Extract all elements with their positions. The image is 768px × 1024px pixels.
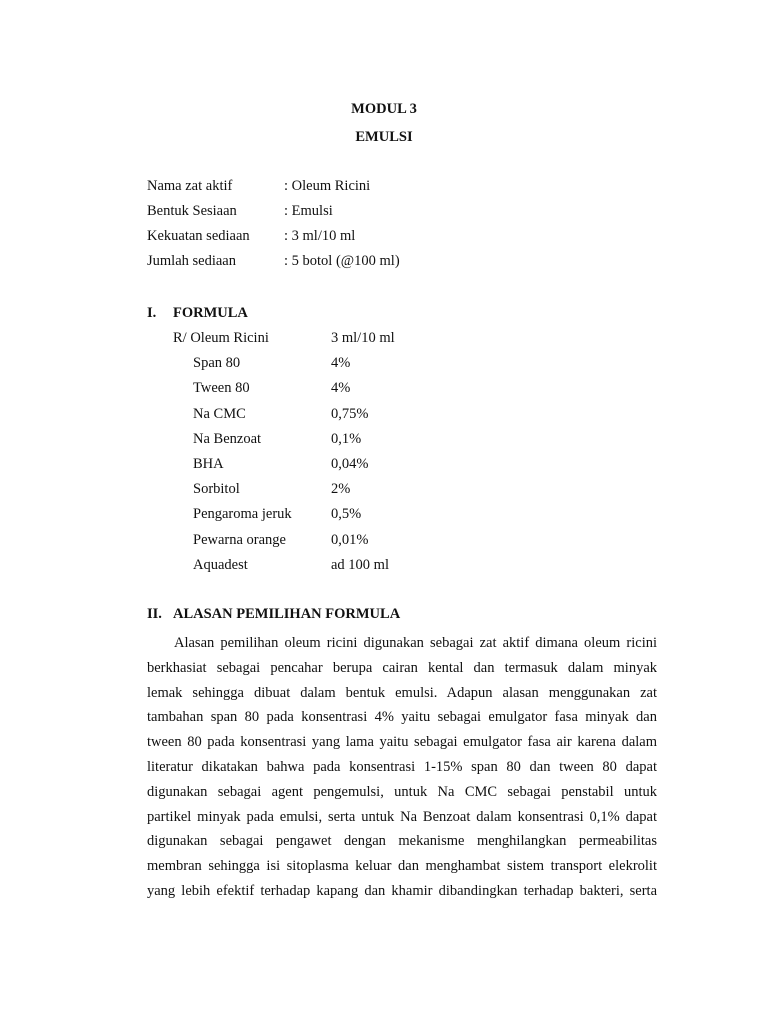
- paragraph-line: tween 80 pada konsentrasi yang lama yaitu sebagai emulgator fasa air karena dalam: [147, 734, 657, 751]
- formula-row: [173, 355, 395, 380]
- info-label: Jumlah sediaan: [147, 253, 236, 269]
- paragraph-line: tambahan span 80 pada konsentrasi 4% yaitu sebagai emulgator fasa minyak dan: [147, 709, 657, 726]
- paragraph-line: digunakan sebagai pengawet dengan mekanisme menghilangkan permeabilitas: [147, 833, 657, 850]
- info-value: : 3 ml/10 ml: [284, 228, 356, 244]
- section-title: ALASAN PEMILIHAN FORMULA: [173, 606, 401, 622]
- formula-row: [173, 481, 395, 506]
- ingredient-amount: 3 ml/10 ml: [331, 330, 395, 346]
- ingredient-amount: 0,04%: [331, 455, 369, 472]
- info-label: Nama zat aktif: [147, 178, 233, 194]
- section-number: I.: [147, 305, 157, 321]
- module-title: MODUL 3: [351, 101, 417, 117]
- info-row: [147, 178, 400, 203]
- ingredient-amount: 0,01%: [331, 531, 369, 548]
- ingredient-name: Tween 80: [193, 380, 250, 397]
- ingredient-amount: 0,75%: [331, 405, 369, 422]
- formula-row: [173, 532, 395, 557]
- formula-list: [173, 330, 395, 582]
- ingredient-name: Aquadest: [193, 556, 248, 573]
- formula-row: [173, 557, 395, 582]
- paragraph-line: literatur dikatakan bahwa pada konsentrasi 1-15% span 80 dan tween 80 dapat: [147, 758, 657, 775]
- formula-row: [173, 380, 395, 405]
- formula-row: [173, 456, 395, 481]
- paragraph-line: digunakan sebagai agent pengemulsi, untuk Na CMC sebagai penstabil untuk: [147, 783, 657, 800]
- info-value: : 5 botol (@100 ml): [284, 253, 400, 269]
- info-table: [147, 178, 400, 278]
- info-row: [147, 253, 400, 278]
- ingredient-amount: ad 100 ml: [331, 556, 389, 573]
- reason-paragraph: [147, 631, 657, 904]
- paragraph-line: partikel minyak pada emulsi, serta untuk Na Benzoat dalam konsentrasi 0,1% dapat: [147, 808, 657, 825]
- ingredient-amount: 0,1%: [331, 430, 362, 447]
- ingredient-amount: 0,5%: [331, 506, 362, 523]
- info-row: [147, 228, 400, 253]
- ingredient-amount: 4%: [331, 380, 351, 397]
- info-value: : Emulsi: [284, 203, 333, 219]
- formula-row: [173, 431, 395, 456]
- ingredient-name: Span 80: [193, 355, 241, 372]
- ingredient-name: Na Benzoat: [193, 430, 262, 447]
- topic-title: EMULSI: [355, 129, 413, 145]
- ingredient-name: R/ Oleum Ricini: [173, 330, 269, 346]
- section-heading-reason: [147, 606, 400, 623]
- formula-row: [173, 506, 395, 531]
- info-row: [147, 203, 400, 228]
- paragraph-line: yang lebih efektif terhadap kapang dan khamir dibandingkan terhadap bakteri, serta: [147, 882, 657, 899]
- ingredient-name: Na CMC: [193, 405, 246, 422]
- ingredient-name: BHA: [193, 455, 224, 472]
- section-heading-formula: [147, 305, 248, 322]
- ingredient-name: Pengaroma jeruk: [193, 506, 292, 523]
- info-label: Bentuk Sesiaan: [147, 203, 237, 219]
- section-number: II.: [147, 606, 162, 622]
- ingredient-name: Sorbitol: [193, 481, 240, 498]
- paragraph-line: berkhasiat sebagai pencahar berupa cairan kental dan termasuk dalam minyak: [147, 659, 657, 676]
- info-value: : Oleum Ricini: [284, 178, 371, 194]
- paragraph-line: lemak sehingga dibuat dalam bentuk emulsi. Adapun alasan menggunakan zat: [147, 684, 657, 701]
- ingredient-amount: 2%: [331, 481, 351, 498]
- formula-row: [173, 330, 395, 355]
- ingredient-amount: 4%: [331, 355, 351, 372]
- ingredient-name: Pewarna orange: [193, 531, 286, 548]
- paragraph-line: membran sehingga isi sitoplasma keluar dan menghambat sistem transport elekrolit: [147, 858, 657, 875]
- section-title: FORMULA: [173, 305, 248, 321]
- info-label: Kekuatan sediaan: [147, 228, 250, 244]
- formula-row: [173, 406, 395, 431]
- paragraph-line: Alasan pemilihan oleum ricini digunakan sebagai zat aktif dimana oleum ricini: [174, 635, 657, 651]
